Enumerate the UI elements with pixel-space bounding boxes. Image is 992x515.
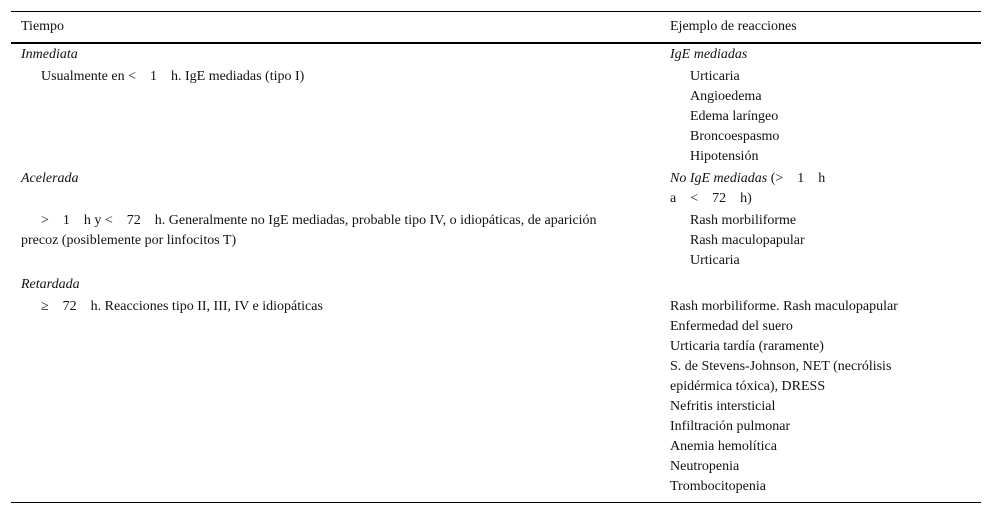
description-acelerada: > 1 h y < 72 h. Generalmente no IgE mediadas, probable tipo IV, o idiopáticas, de aparición precoz (posiblemente por linfocitos T) (21, 213, 597, 248)
examples-heading-label: No IgE mediadas (670, 171, 768, 186)
examples-heading-suffix: (> 1 h (770, 171, 826, 186)
example-item: S. de Stevens-Johnson, NET (necrólisis (670, 359, 892, 374)
example-item: Angioedema (690, 89, 762, 104)
example-item: Broncoespasmo (690, 129, 780, 144)
table-bottom-rule (11, 502, 981, 503)
example-item: Urticaria (690, 69, 740, 84)
example-item: Rash morbiliforme. Rash maculopapular (670, 299, 898, 314)
category-inmediata: Inmediata (21, 47, 78, 62)
example-item: Anemia hemolítica (670, 439, 777, 454)
example-item: Nefritis intersticial (670, 399, 776, 414)
description-inmediata: Usualmente en < 1 h. IgE mediadas (tipo I) (41, 69, 305, 84)
reactions-table (11, 11, 981, 503)
example-item: Rash morbiliforme (690, 213, 797, 228)
header-tiempo: Tiempo (21, 19, 65, 34)
example-item: Urticaria (690, 253, 740, 268)
category-retardada: Retardada (21, 277, 80, 292)
header-ejemplo: Ejemplo de reacciones (670, 19, 797, 34)
example-item: Urticaria tardía (raramente) (670, 339, 824, 354)
example-item: Enfermedad del suero (670, 319, 793, 334)
example-item: Hipotensión (690, 149, 759, 164)
example-item: Trombocitopenia (670, 479, 766, 494)
example-item: Neutropenia (670, 459, 740, 474)
category-acelerada: Acelerada (21, 171, 79, 186)
example-item: Infiltración pulmonar (670, 419, 791, 434)
examples-heading-inmediata: IgE mediadas (670, 47, 748, 62)
description-retardada: ≥ 72 h. Reacciones tipo II, III, IV e idiopáticas (41, 299, 323, 314)
example-item: Rash maculopapular (690, 233, 805, 248)
examples-heading-line2: a < 72 h) (670, 191, 752, 206)
example-item: epidérmica tóxica), DRESS (670, 379, 826, 394)
table-top-rule (11, 11, 981, 12)
table-header-rule (11, 42, 981, 44)
examples-heading-acelerada (670, 170, 825, 188)
example-item: Edema laríngeo (690, 109, 779, 124)
